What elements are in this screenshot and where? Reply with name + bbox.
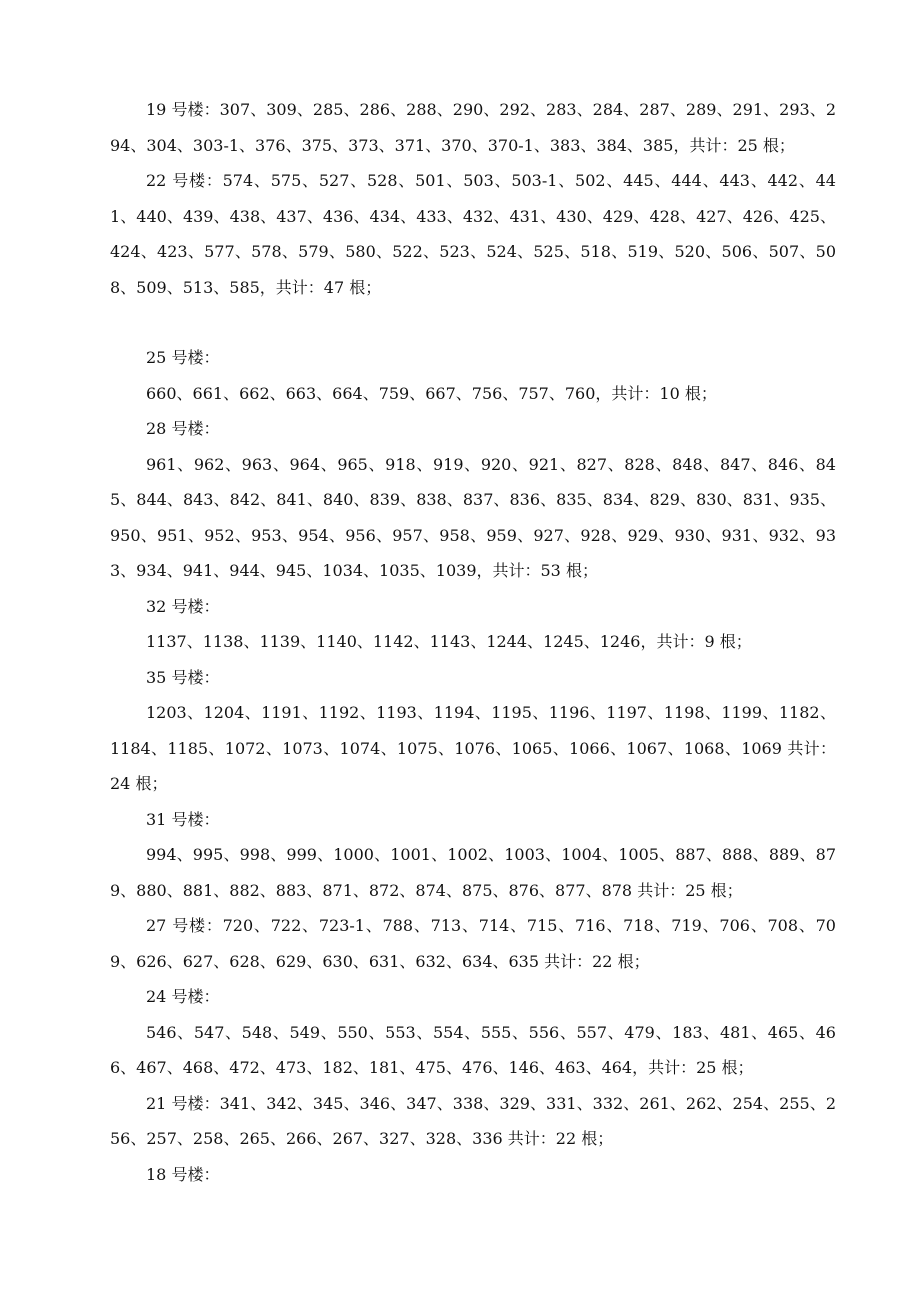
paragraph-building-24: 546、547、548、549、550、553、554、555、556、557、479、183、481、465、466、467、468、472、473、182、181、475、476、146、463、464，共计：25 根； (110, 1022, 836, 1077)
heading-building-31: 31 号楼： (146, 809, 220, 829)
heading-building-32: 32 号楼： (146, 596, 220, 616)
blank-line (110, 305, 836, 340)
paragraph-building-31: 994、995、998、999、1000、1001、1002、1003、1004、1005、887、888、889、879、880、881、882、883、871、872、874、875、876、877、878 共计：25 根； (110, 845, 836, 900)
heading-building-28: 28 号楼： (146, 419, 220, 438)
paragraph-building-35: 1203、1204、1191、1192、1193、1194、1195、1196、1197、1198、1199、1182、1184、1185、1072、1073、1074、1075、1076、1065、1066、1067、1068、1069 共计：24 根； (110, 703, 836, 793)
heading-building-35: 35 号楼： (146, 667, 220, 687)
document-page (110, 92, 836, 1192)
paragraph-building-21: 21 号楼：341、342、345、346、347、338、329、331、332、261、262、254、255、256、257、258、265、266、267、327、328、336 共计：22 根； (110, 1093, 836, 1148)
paragraph-building-32: 1137、1138、1139、1140、1142、1143、1244、1245、1246，共计：9 根； (146, 632, 752, 651)
heading-building-18: 18 号楼： (146, 1164, 220, 1184)
paragraph-building-27: 27 号楼：720、722、723-1、788、713、714、715、716、718、719、706、708、709、626、627、628、629、630、631、632、634、635 共计：22 根； (110, 916, 836, 971)
paragraph-building-25: 660、661、662、663、664、759、667、756、757、760，共计：10 根； (146, 383, 717, 403)
heading-building-25: 25 号楼： (146, 348, 220, 367)
paragraph-building-22: 22 号楼：574、575、527、528、501、503、503-1、502、445、444、443、442、441、440、439、438、437、436、434、433、432、431、430、429、428、427、426、425、424、423、577、578、579、580、522、523、524、525、518、519、520、506、507、508、509、513、585，共计：47 根； (110, 171, 836, 297)
heading-building-24: 24 号楼： (146, 987, 220, 1006)
paragraph-building-28: 961、962、963、964、965、918、919、920、921、827、828、848、847、846、845、844、843、842、841、840、839、838、837、836、835、834、829、830、831、935、950、951、952、953、954、956、957、958、959、927、928、929、930、931、932、933、934、941、944、945、1034、1035、1039，共计：53 根； (110, 454, 836, 580)
paragraph-building-19: 19 号楼：307、309、285、286、288、290、292、283、284、287、289、291、293、294、304、303-1、376、375、373、371、370、370-1、383、384、385，共计：25 根； (110, 100, 836, 155)
